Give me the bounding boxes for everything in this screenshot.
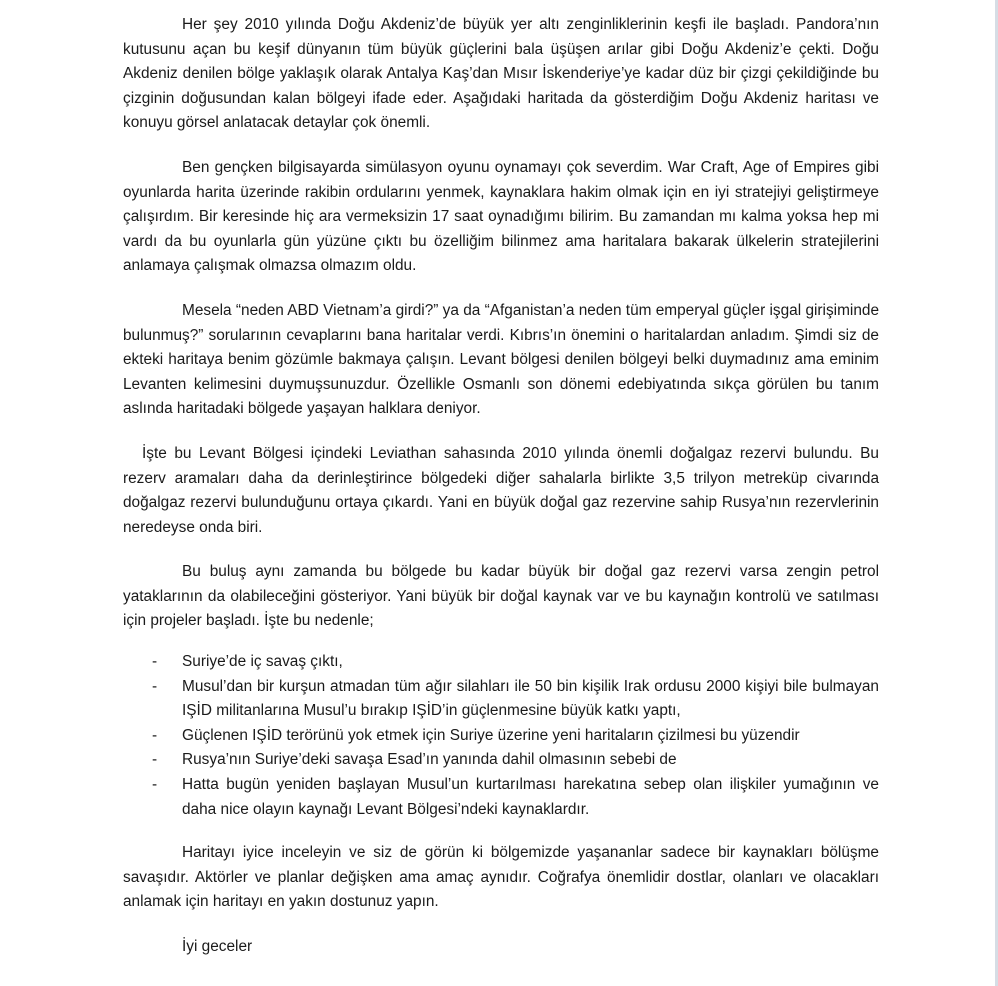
list-item-text: Güçlenen IŞİD terörünü yok etmek için Suriye üzerine yeni haritaların çizilmesi bu yüzendir [182,726,800,744]
paragraph-discovery: Her şey 2010 yılında Doğu Akdeniz’de büyük yer altı zenginliklerinin keşfi ile başladı. Pandora’nın kutusunu açan bu keşif dünyanın tüm büyük güçlerini bala üşüşen arılar gibi Doğu Akdeniz’e çekti. Doğu Akdeniz denilen bölge yaklaşık olarak Antalya Kaş’dan Mısır İskenderiye’ye kadar düz bir çizgi çekildiğinde bu çizginin doğusundan kalan bölgeyi ifade eder. Aşağıdaki haritada da gösterdiğim Doğu Akdeniz haritası ve konuyu görsel anlatacak detaylar çok önemli. [123,16,879,132]
list-item-text: Hatta bugün yeniden başlayan Musul’un kurtarılması harekatına sebep olan ilişkiler yumağının ve daha nice olayın kaynağı Levant Bölgesi’ndeki kaynaklardır. [182,776,879,818]
paragraph-games: Ben gençken bilgisayarda simülasyon oyunu oynamayı çok severdim. War Craft, Age of Empires gibi oyunlarda harita üzerinde rakibin ordularını yenmek, kaynaklara hakim olmak için en iyi stratejiyi geliştirmeye çalışırdım. Bir keresinde hiç ara vermeksizin 17 saat oynadığımı bilirim. Bu zamandan mı kalma yoksa hep mi vardı da bu oyunlarla gün yüzüne çıktı bu özelliğim bilinmez ama haritalara bakarak ülkelerin stratejilerini anlamaya çalışmak olmazsa olmazım oldu. [123,158,879,275]
list-item [123,748,879,773]
list-item-text: Rusya’nın Suriye’deki savaşa Esad’ın yanında dahil olmasının sebebi de [182,751,677,769]
list-item [123,675,879,724]
list-dash: - [152,776,158,794]
list-item [123,650,879,675]
document-body [123,0,879,980]
paragraph-leviathan: İşte bu Levant Bölgesi içindeki Leviathan sahasında 2010 yılında önemli doğalgaz rezervi bulundu. Bu rezerv aramaları daha da derinleştirince bölgedeki diğer sahalarla birlikte 3,5 trilyon metreküp civarında doğalgaz rezervi bulunduğunu ortaya çıkardı. Yani en büyük doğal gaz rezervine sahip Rusya’nın rezervlerinin neredeyse onda biri. [123,444,879,536]
consequences-list [123,650,879,822]
paragraph-closing: Haritayı iyice inceleyin ve siz de görün ki bölgemizde yaşananlar sadece bir kaynakları bölüşme savaşıdır. Aktörler ve planlar değişken ama amaç aynıdır. Coğrafya önemlidir dostlar, olanları ve olacakları anlamak için haritayı en yakın dostunuz yapın. [123,844,879,911]
paragraph-levant: Mesela “neden ABD Vietnam’a girdi?” ya da “Afganistan’a neden tüm emperyal güçler işgal girişiminde bulunmuş?” sorularının cevaplarını bana haritalar verdi. Kıbrıs’ın önemini o haritalardan anladım. Şimdi siz de ekteki haritaya benim gözümle bakmaya çalışın. Levant bölgesi denilen bölgeyi belki duymadınız ama eminim Levanten kelimesini duymuşsunuzdur. Özellikle Osmanlı son dönemi edebiyatında sıkça görülen bu tanım aslında haritadaki bölgede yaşayan halklara deniyor. [123,301,879,418]
signoff: İyi geceler [182,938,253,955]
list-dash: - [152,677,158,695]
list-item-text: Musul’dan bir kurşun atmadan tüm ağır silahları ile 50 bin kişilik Irak ordusu 2000 kişiyi bile bulmayan IŞİD militanlarına Musul’u bırakıp IŞİD’in güçlenmesine büyük katkı yaptı, [182,677,879,720]
list-item [123,724,879,749]
list-item-text: Suriye’de iç savaş çıktı, [182,653,343,671]
list-dash: - [152,751,158,769]
list-dash: - [152,726,158,744]
paragraph-reserves: Bu buluş aynı zamanda bu bölgede bu kadar büyük bir doğal gaz rezervi varsa zengin petrol yataklarının da olabileceğini gösteriyor. Yani büyük bir doğal kaynak var ve bu kaynağın kontrolü ve satılması için projeler başladı. İşte bu nedenle; [123,563,879,630]
list-item [123,773,879,822]
list-dash: - [152,653,158,671]
